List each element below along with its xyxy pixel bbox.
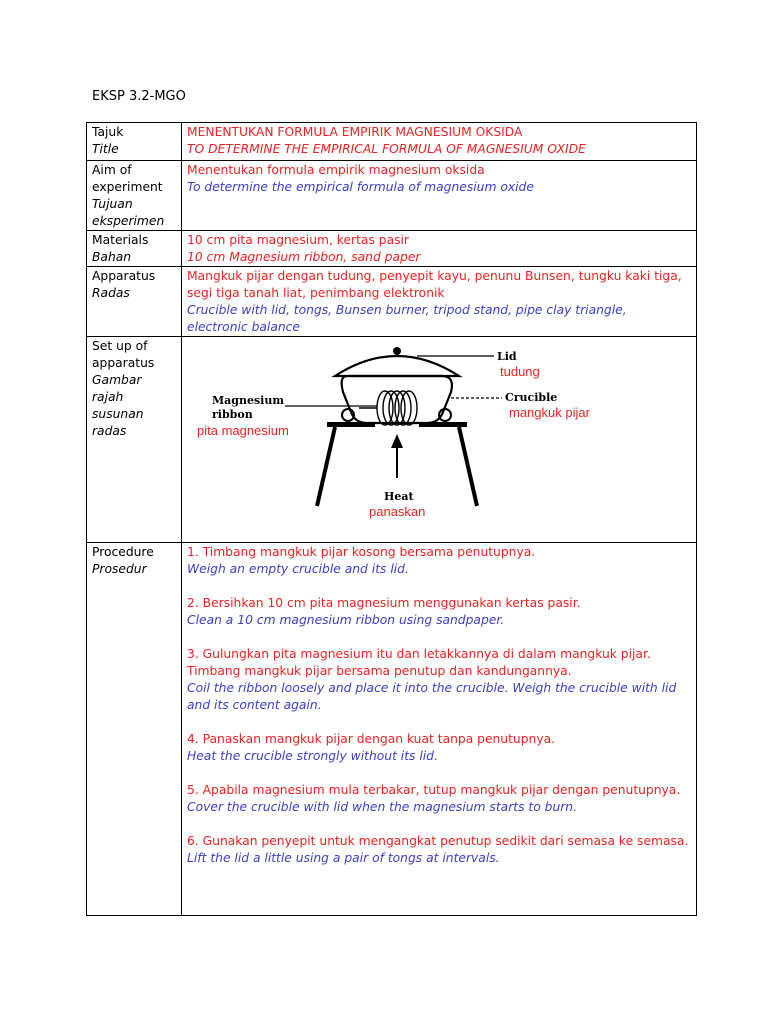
procedure-step bbox=[187, 544, 691, 578]
aim-en: To determine the empirical formula of magnesium oxide bbox=[187, 180, 534, 194]
row-procedure bbox=[87, 543, 697, 916]
apparatus-content-cell bbox=[182, 267, 697, 337]
materials-ms: 10 cm pita magnesium, kertas pasir bbox=[187, 233, 409, 247]
procedure-step bbox=[187, 782, 691, 816]
tripod-leg-left bbox=[317, 427, 335, 506]
tripod-leg-right bbox=[459, 427, 477, 506]
aim-ms: Menentukan formula empirik magnesium oksida bbox=[187, 163, 485, 177]
setup-label-line-2: apparatus bbox=[92, 356, 155, 370]
label-lid-ms: tudung bbox=[500, 364, 540, 379]
procedure-step bbox=[187, 731, 691, 765]
materials-label-cell bbox=[87, 231, 182, 267]
procedure-step bbox=[187, 646, 691, 714]
setup-label-ms-1: Gambar bbox=[92, 373, 142, 387]
materials-label-ms: Bahan bbox=[92, 250, 132, 264]
procedure-step bbox=[187, 833, 691, 867]
materials-label: Materials bbox=[92, 233, 149, 247]
heat-arrow-head bbox=[391, 434, 403, 448]
crucible-shape bbox=[342, 376, 452, 423]
step-3-ms: 3. Gulungkan pita magnesium itu dan letakkannya di dalam mangkuk pijar. Timbang mangkuk pijar bersama penutup dan kandungannya. bbox=[187, 647, 651, 678]
aim-label-line-2: experiment bbox=[92, 180, 163, 194]
document-heading: EKSP 3.2-MGO bbox=[92, 89, 186, 104]
tripod-top-right bbox=[419, 422, 467, 427]
step-6-ms: 6. Gunakan penyepit untuk mengangkat penutup sedikit dari semasa ke semasa. bbox=[187, 834, 689, 848]
lid-shape bbox=[335, 356, 459, 376]
aim-label-line-1: Aim of bbox=[92, 163, 132, 177]
procedure-label-cell bbox=[87, 543, 182, 916]
label-heat-ms: panaskan bbox=[369, 504, 426, 519]
label-crucible-ms: mangkuk pijar bbox=[509, 405, 590, 420]
row-title bbox=[87, 123, 697, 161]
setup-diagram-cell bbox=[182, 337, 697, 543]
materials-en: 10 cm Magnesium ribbon, sand paper bbox=[187, 250, 421, 264]
row-materials bbox=[87, 231, 697, 267]
step-1-ms: 1. Timbang mangkuk pijar kosong bersama penutupnya. bbox=[187, 545, 536, 559]
apparatus-en: Crucible with lid, tongs, Bunsen burner, tripod stand, pipe clay triangle, electronic balance bbox=[187, 303, 627, 334]
label-ribbon-1: Magnesium bbox=[212, 394, 284, 407]
title-en: TO DETERMINE THE EMPIRICAL FORMULA OF MAGNESIUM OXIDE bbox=[187, 142, 586, 156]
row-setup bbox=[87, 337, 697, 543]
procedure-label-ms: Prosedur bbox=[92, 562, 147, 576]
title-label-en: Title bbox=[92, 142, 119, 156]
step-5-ms: 5. Apabila magnesium mula terbakar, tutup mangkuk pijar dengan penutupnya. bbox=[187, 783, 681, 797]
apparatus-diagram bbox=[187, 338, 687, 538]
label-ribbon-2: ribbon bbox=[212, 408, 253, 421]
step-6-en: Lift the lid a little using a pair of tongs at intervals. bbox=[187, 851, 500, 865]
experiment-table bbox=[86, 122, 697, 916]
title-ms: MENENTUKAN FORMULA EMPIRIK MAGNESIUM OKSIDA bbox=[187, 125, 523, 139]
step-2-en: Clean a 10 cm magnesium ribbon using sandpaper. bbox=[187, 613, 505, 627]
row-apparatus bbox=[87, 267, 697, 337]
label-lid: Lid bbox=[497, 350, 517, 363]
step-2-ms: 2. Bersihkan 10 cm pita magnesium menggunakan kertas pasir. bbox=[187, 596, 581, 610]
setup-label-line-1: Set up of bbox=[92, 339, 148, 353]
tripod-top-left bbox=[327, 422, 375, 427]
apparatus-label-cell bbox=[87, 267, 182, 337]
title-content-cell bbox=[182, 123, 697, 161]
title-label-cell bbox=[87, 123, 182, 161]
apparatus-label: Apparatus bbox=[92, 269, 156, 283]
magnesium-coil bbox=[359, 391, 417, 425]
row-aim bbox=[87, 161, 697, 231]
step-5-en: Cover the crucible with lid when the magnesium starts to burn. bbox=[187, 800, 577, 814]
setup-label-ms-3: susunan bbox=[92, 407, 144, 421]
aim-label-ms-line-2: eksperimen bbox=[92, 214, 165, 228]
title-label: Tajuk bbox=[92, 125, 124, 139]
setup-label-cell bbox=[87, 337, 182, 543]
label-ribbon-ms: pita magnesium bbox=[197, 423, 289, 438]
label-crucible: Crucible bbox=[505, 391, 558, 404]
step-4-en: Heat the crucible strongly without its lid. bbox=[187, 749, 438, 763]
apparatus-label-ms: Radas bbox=[92, 286, 130, 300]
step-3-en: Coil the ribbon loosely and place it into the crucible. Weigh the crucible with lid and its content again. bbox=[187, 681, 677, 712]
procedure-step bbox=[187, 595, 691, 629]
label-heat: Heat bbox=[384, 490, 414, 503]
aim-label-ms-line-1: Tujuan bbox=[92, 197, 133, 211]
setup-label-ms-4: radas bbox=[92, 424, 127, 438]
lid-knob bbox=[393, 347, 401, 355]
apparatus-ms: Mangkuk pijar dengan tudung, penyepit kayu, penunu Bunsen, tungku kaki tiga, segi tiga tanah liat, penimbang elektronik bbox=[187, 269, 682, 300]
procedure-steps-cell bbox=[182, 543, 697, 916]
step-4-ms: 4. Panaskan mangkuk pijar dengan kuat tanpa penutupnya. bbox=[187, 732, 556, 746]
aim-content-cell bbox=[182, 161, 697, 231]
step-1-en: Weigh an empty crucible and its lid. bbox=[187, 562, 409, 576]
aim-label-cell bbox=[87, 161, 182, 231]
setup-label-ms-2: rajah bbox=[92, 390, 124, 404]
materials-content-cell bbox=[182, 231, 697, 267]
procedure-label: Procedure bbox=[92, 545, 154, 559]
